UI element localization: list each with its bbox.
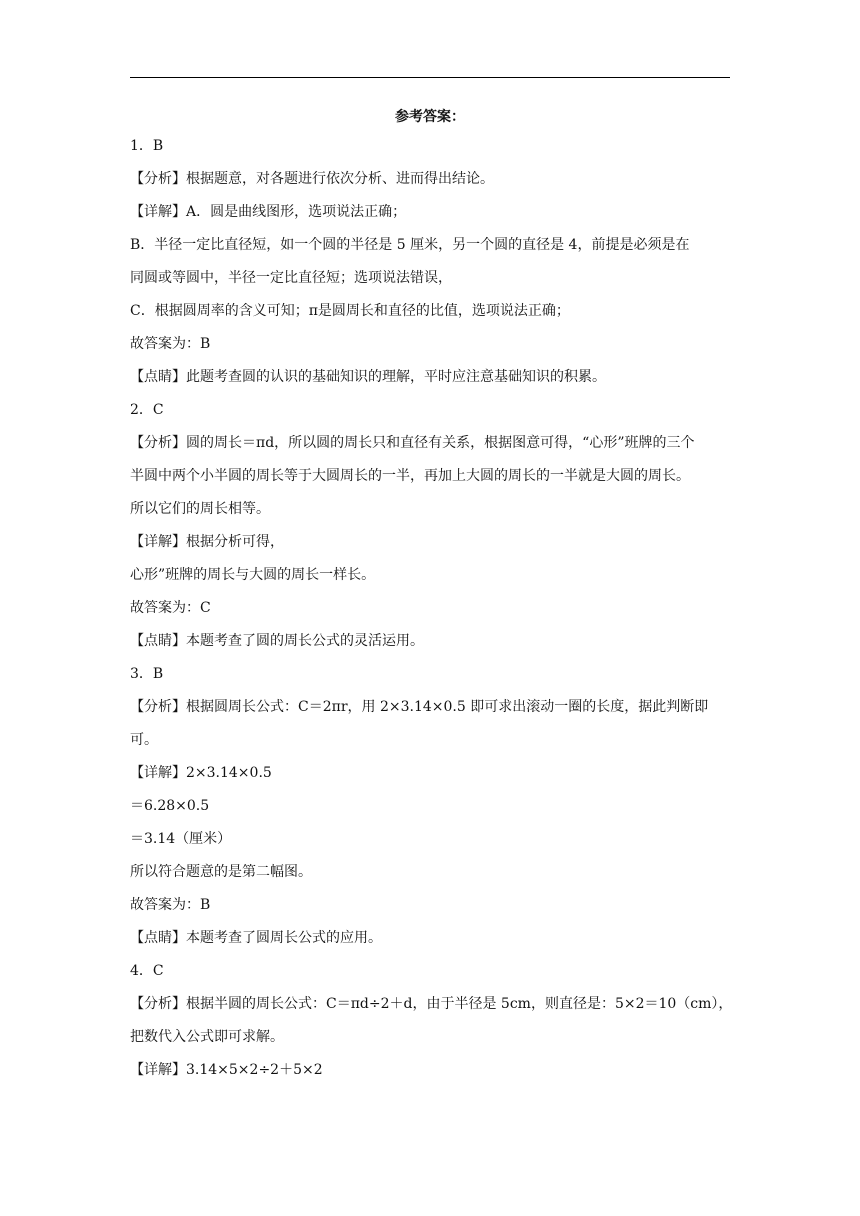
- text-line: 【分析】圆的周长＝πd，所以圆的周长只和直径有关系，根据图意可得，“心形”班牌的三个: [130, 435, 695, 451]
- text-line: C．根据圆周率的含义可知；π是圆周长和直径的比值，选项说法正确；: [130, 303, 570, 319]
- text-line: 故答案为：B: [130, 336, 211, 352]
- text-line: 【分析】根据圆周长公式：C＝2πr，用 2×3.14×0.5 即可求出滚动一圈的长度，据此判断即: [130, 699, 709, 715]
- text-line: 【点睛】本题考查了圆周长公式的应用。: [130, 930, 382, 946]
- page-title: 参考答案：: [395, 109, 465, 125]
- text-line: 心形”班牌的周长与大圆的周长一样长。: [130, 567, 376, 583]
- text-line: 2．C: [130, 402, 164, 418]
- text-line: 半圆中两个小半圆的周长等于大圆周长的一半，再加上大圆的周长的一半就是大圆的周长。: [130, 468, 690, 484]
- text-line: 3．B: [130, 666, 164, 682]
- text-line: 【点睛】此题考查圆的认识的基础知识的理解，平时应注意基础知识的积累。: [130, 369, 606, 385]
- text-line: 把数代入公式即可求解。: [130, 1029, 284, 1045]
- text-line: 故答案为：C: [130, 600, 211, 616]
- text-line: 【详解】A．圆是曲线图形，选项说法正确；: [130, 204, 407, 220]
- text-line: 【详解】2×3.14×0.5: [130, 765, 272, 781]
- text-line: B．半径一定比直径短，如一个圆的半径是 5 厘米，另一个圆的直径是 4，前提是必须是在: [130, 237, 690, 253]
- text-line: 【点睛】本题考查了圆的周长公式的灵活运用。: [130, 633, 424, 649]
- text-line: 【分析】根据半圆的周长公式：C＝πd÷2＋d，由于半径是 5cm，则直径是：5×2＝10（cm），: [130, 996, 733, 1012]
- text-line: 4．C: [130, 963, 164, 979]
- text-line: 故答案为：B: [130, 897, 211, 913]
- header-rule: [130, 77, 730, 78]
- text-line: 【详解】3.14×5×2÷2＋5×2: [130, 1062, 323, 1078]
- text-line: ＝6.28×0.5: [130, 798, 210, 814]
- answer-content: [130, 136, 733, 1093]
- text-line: ＝3.14（厘米）: [130, 831, 232, 847]
- text-line: 所以它们的周长相等。: [130, 501, 270, 517]
- text-line: 同圆或等圆中，半径一定比直径短；选项说法错误，: [130, 270, 452, 286]
- text-line: 【分析】根据题意，对各题进行依次分析、进而得出结论。: [130, 171, 494, 187]
- text-line: 所以符合题意的是第二幅图。: [130, 864, 312, 880]
- text-line: 【详解】根据分析可得，: [130, 534, 284, 550]
- text-line: 1．B: [130, 138, 164, 154]
- text-line: 可。: [130, 732, 158, 748]
